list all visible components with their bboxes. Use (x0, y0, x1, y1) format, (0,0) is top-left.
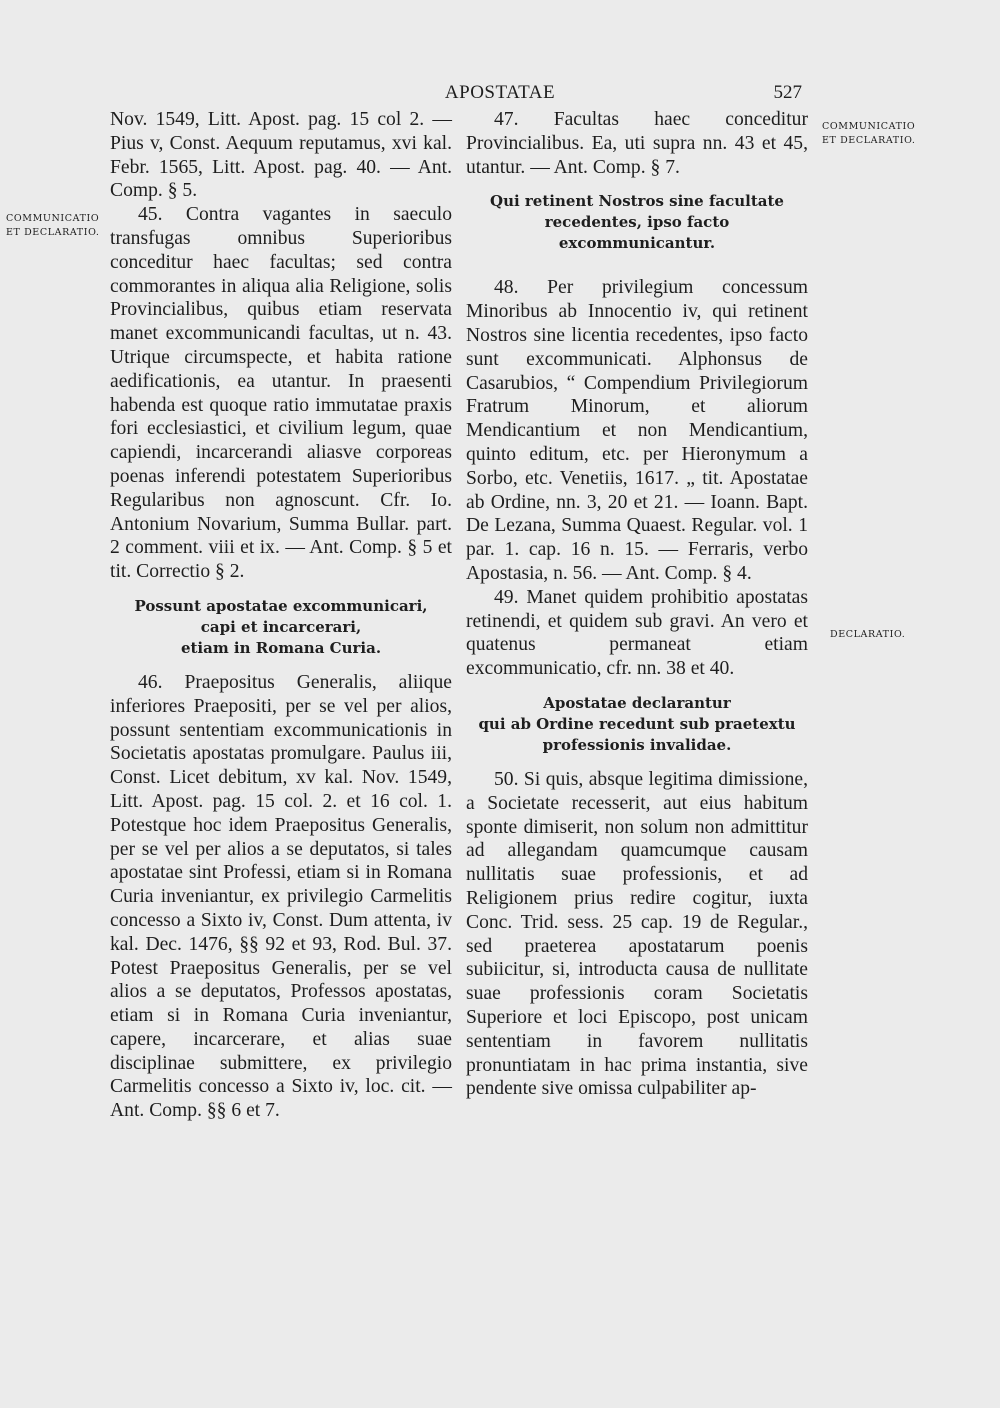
right-column (466, 108, 808, 1101)
margin-note-line: ET DECLARATIO. (822, 135, 916, 146)
heading-line: Possunt apostatae excommunicari, (134, 596, 428, 615)
heading-line: etiam in Romana Curia. (180, 638, 382, 657)
margin-note-right (822, 120, 916, 148)
paragraph-50: 50. Si quis, absque legitima dimissione, a Societate recesserit, aut eius habitum sponte dimiserit, non solum non admittitur ad allegandam quamcumque causam nullitatis suae professionis, et ad Religionem prius redire cogitur, iuxta Conc. Trid. sess. 25 cap. 19 de Regular., sed praeterea apostatarum poenis subiicitur, si, introducta causa de nullitate suae professionis coram Societatis Superiore et loci Episcopo, post unicam sententiam in favorem nullitatis pronuntiatam in hac prima instantia, sive pendente sive omissa culpabiliter ap- (466, 768, 808, 1100)
margin-note-line: ET DECLARATIO. (6, 227, 100, 238)
margin-note-line: COMMUNICATIO (822, 121, 916, 132)
heading-line: Qui retinent Nostros sine facultate (490, 192, 784, 211)
left-column (110, 108, 452, 1123)
heading-line: recedentes, ipso facto excommunicantur. (544, 213, 730, 253)
page-number: 527 (773, 82, 802, 103)
paragraph-49: 49. Manet quidem prohibitio apostatas retinendi, et quidem sub gravi. An vero et quatenus permaneat etiam excommunicatio, cfr. nn. 38 et 40. (466, 586, 808, 680)
margin-note-declaratio (830, 628, 905, 642)
heading-line: Apostatae declarantur (543, 693, 731, 712)
margin-note-line: COMMUNICATIO (6, 213, 100, 224)
margin-note-line: DECLARATIO. (830, 629, 906, 640)
section-heading (466, 191, 808, 254)
section-heading (466, 693, 808, 756)
paragraph-continuation: Nov. 1549, Litt. Apost. pag. 15 col 2. — Pius v, Const. Aequum reputamus, xvi kal. Febr. 1565, Litt. Apost. pag. 40. — Ant. Comp. § 5. (110, 109, 452, 202)
paragraph-45: 45. Contra vagantes in saeculo transfugas omnibus Superioribus conceditur haec facultas; sed contra commorantes in aliqua alia Religione, solis Provincialibus, quibus etiam reservata manet excommunicandi facultas, ut n. 43. Utrique circumspecte, et habita ratione aedificationis, ea utantur. In praesenti habenda est quoque ratio immutatae praxis fori ecclesiastici, et civilium legum, quae capiendi, incarcerandi aliasve corporeas poenas inferendi potestatem Superioribus Regularibus non agnoscunt. Cfr. Io. Antonium Novarium, Summa Bullar. part. 2 comment. viii et ix. — Ant. Comp. § 5 et tit. Correctio § 2. (110, 204, 452, 583)
margin-note-left (6, 212, 100, 240)
paragraph-47: 47. Facultas haec conceditur Provincialibus. Ea, uti supra nn. 43 et 45, utantur. — Ant. Comp. § 7. (466, 109, 808, 178)
paragraph-46: 46. Praepositus Generalis, aliique inferiores Praepositi, per se vel per alios, possunt sententiam excommunicationis in Societatis apostatas promulgare. Paulus iii, Const. Licet debitum, xv kal. Nov. 1549, Litt. Apost. pag. 15 col. 2. et 16 col. 1. Potestque hoc idem Praepositus Generalis, per se vel per alios a se deputatos, si tales apostatae sint Professi, etiam si in Romana Curia inveniantur, ex privilegio Carmelitis concesso a Sixto iv, Const. Dum attenta, iv kal. Dec. 1476, §§ 92 et 93, Rod. Bul. 37. Potest Praepositus Generalis, per se vel alios a se deputatos, Professos apostatas, etiam si in Romana Curia inveniantur, capere, incarcerare, et alias suae disciplinae submittere, ex privilegio Carmelitis concesso a Sixto iv, loc. cit. — Ant. Comp. §§ 6 et 7. (110, 671, 452, 1122)
section-heading (110, 596, 452, 659)
paragraph-48: 48. Per privilegium concessum Minoribus ab Innocentio iv, qui retinent Nostros sine licentia recedentes, ipso facto sunt excommunicati. Alphonsus de Casarubios, “ Compendium Privilegiorum Fratrum Minorum, et aliorum Mendicantium et non Mendicantium, quinto editum, etc. per Hieronymum a Sorbo, etc. Venetiis, 1617. „ tit. Apostatae ab Ordine, nn. 3, 20 et 21. — Ioann. Bapt. De Lezana, Summa Quaest. Regular. vol. 1 par. 1. cap. 16 n. 15. — Ferraris, verbo Apostasia, n. 56. — Ant. Comp. § 4. (466, 277, 808, 584)
page-header-title: APOSTATAE (444, 82, 556, 103)
heading-line: capi et incarcerari, (200, 617, 362, 636)
heading-line: professionis invalidae. (542, 735, 732, 754)
heading-line: qui ab Ordine recedunt sub praetextu (478, 714, 796, 733)
